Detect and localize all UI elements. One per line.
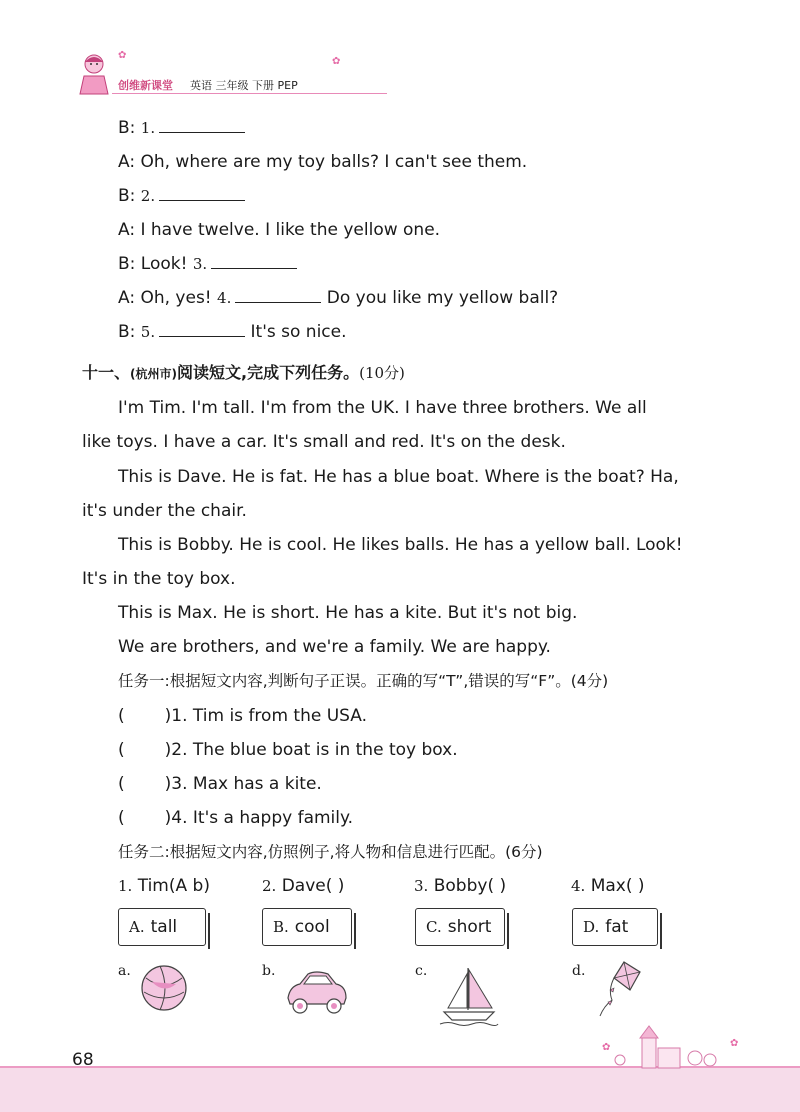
option-box-c: C. short (415, 908, 505, 946)
answer-blank[interactable] (211, 253, 297, 269)
picture-label: d. (572, 963, 586, 979)
answer-blank[interactable] (159, 321, 245, 337)
svg-text:✿: ✿ (730, 1038, 739, 1049)
passage-line: I'm Tim. I'm tall. I'm from the UK. I have three brothers. We all (118, 398, 647, 418)
option-box-a: A. tall (118, 908, 206, 946)
person-item[interactable]: 1. Tim(A b) (118, 876, 210, 896)
star-icon: ✿ (332, 56, 341, 67)
header-subject: 英语 三年级 下册 PEP (190, 79, 298, 92)
dialogue-line-5: B: Look! 3. (118, 253, 297, 275)
dialogue-line-3: B: 2. (118, 185, 245, 207)
dialogue-line-4: A: I have twelve. I like the yellow one. (118, 220, 441, 240)
passage-line: This is Max. He is short. He has a kite. But it's not big. (118, 603, 578, 623)
section-heading: 十一、(杭州市)阅读短文,完成下列任务。(10分) (82, 363, 405, 382)
task1-item: ( )3. Max has a kite. (118, 774, 322, 794)
task2-instruction: 任务二:根据短文内容,仿照例子,将人物和信息进行匹配。(6分) (118, 843, 543, 861)
castle-decoration-icon (600, 1020, 750, 1070)
option-box-d: D. fat (572, 908, 658, 946)
person-item[interactable]: 4. Max( ) (571, 876, 645, 896)
page-header (70, 48, 370, 100)
svg-text:✿: ✿ (602, 1042, 611, 1053)
passage-line: This is Bobby. He is cool. He likes balls. He has a yellow ball. Look! (118, 535, 683, 555)
passage-line: This is Dave. He is fat. He has a blue boat. Where is the boat? Ha, (118, 467, 679, 487)
passage-line: We are brothers, and we're a family. We are happy. (118, 637, 551, 657)
picture-label: b. (262, 963, 276, 979)
task1-item: ( )4. It's a happy family. (118, 808, 354, 828)
dialogue-line-1: B: 1. (118, 117, 245, 139)
task1-item: ( )2. The blue boat is in the toy box. (118, 740, 458, 760)
picture-label: c. (415, 963, 428, 979)
header-brand: 创维新课堂 (118, 79, 173, 92)
car-icon (282, 968, 350, 1016)
dialogue-line-7: B: 5. It's so nice. (118, 322, 347, 342)
option-box-b: B. cool (262, 908, 352, 946)
passage-line: like toys. I have a car. It's small and red. It's on the desk. (82, 432, 566, 452)
picture-label: a. (118, 963, 131, 979)
dialogue-line-2: A: Oh, where are my toy balls? I can't see them. (118, 152, 528, 172)
task1-instruction: 任务一:根据短文内容,判断句子正误。正确的写“T”,错误的写“F”。(4分) (118, 672, 609, 690)
passage-line: it's under the chair. (82, 501, 247, 521)
answer-blank[interactable] (159, 117, 245, 133)
person-item[interactable]: 3. Bobby( ) (414, 876, 507, 896)
answer-blank[interactable] (159, 185, 245, 201)
page-number: 68 (72, 1050, 94, 1070)
kite-icon (594, 960, 644, 1020)
task1-item: ( )1. Tim is from the USA. (118, 706, 367, 726)
girl-mascot-icon (74, 52, 114, 96)
boat-icon (436, 964, 500, 1028)
passage-line: It's in the toy box. (82, 569, 236, 589)
dialogue-line-6: A: Oh, yes! 4. Do you like my yellow ball? (118, 288, 559, 308)
answer-blank[interactable] (235, 287, 321, 303)
person-item[interactable]: 2. Dave( ) (262, 876, 345, 896)
ball-icon (140, 964, 188, 1012)
footer-band (0, 1066, 800, 1112)
star-icon: ✿ (118, 50, 127, 61)
